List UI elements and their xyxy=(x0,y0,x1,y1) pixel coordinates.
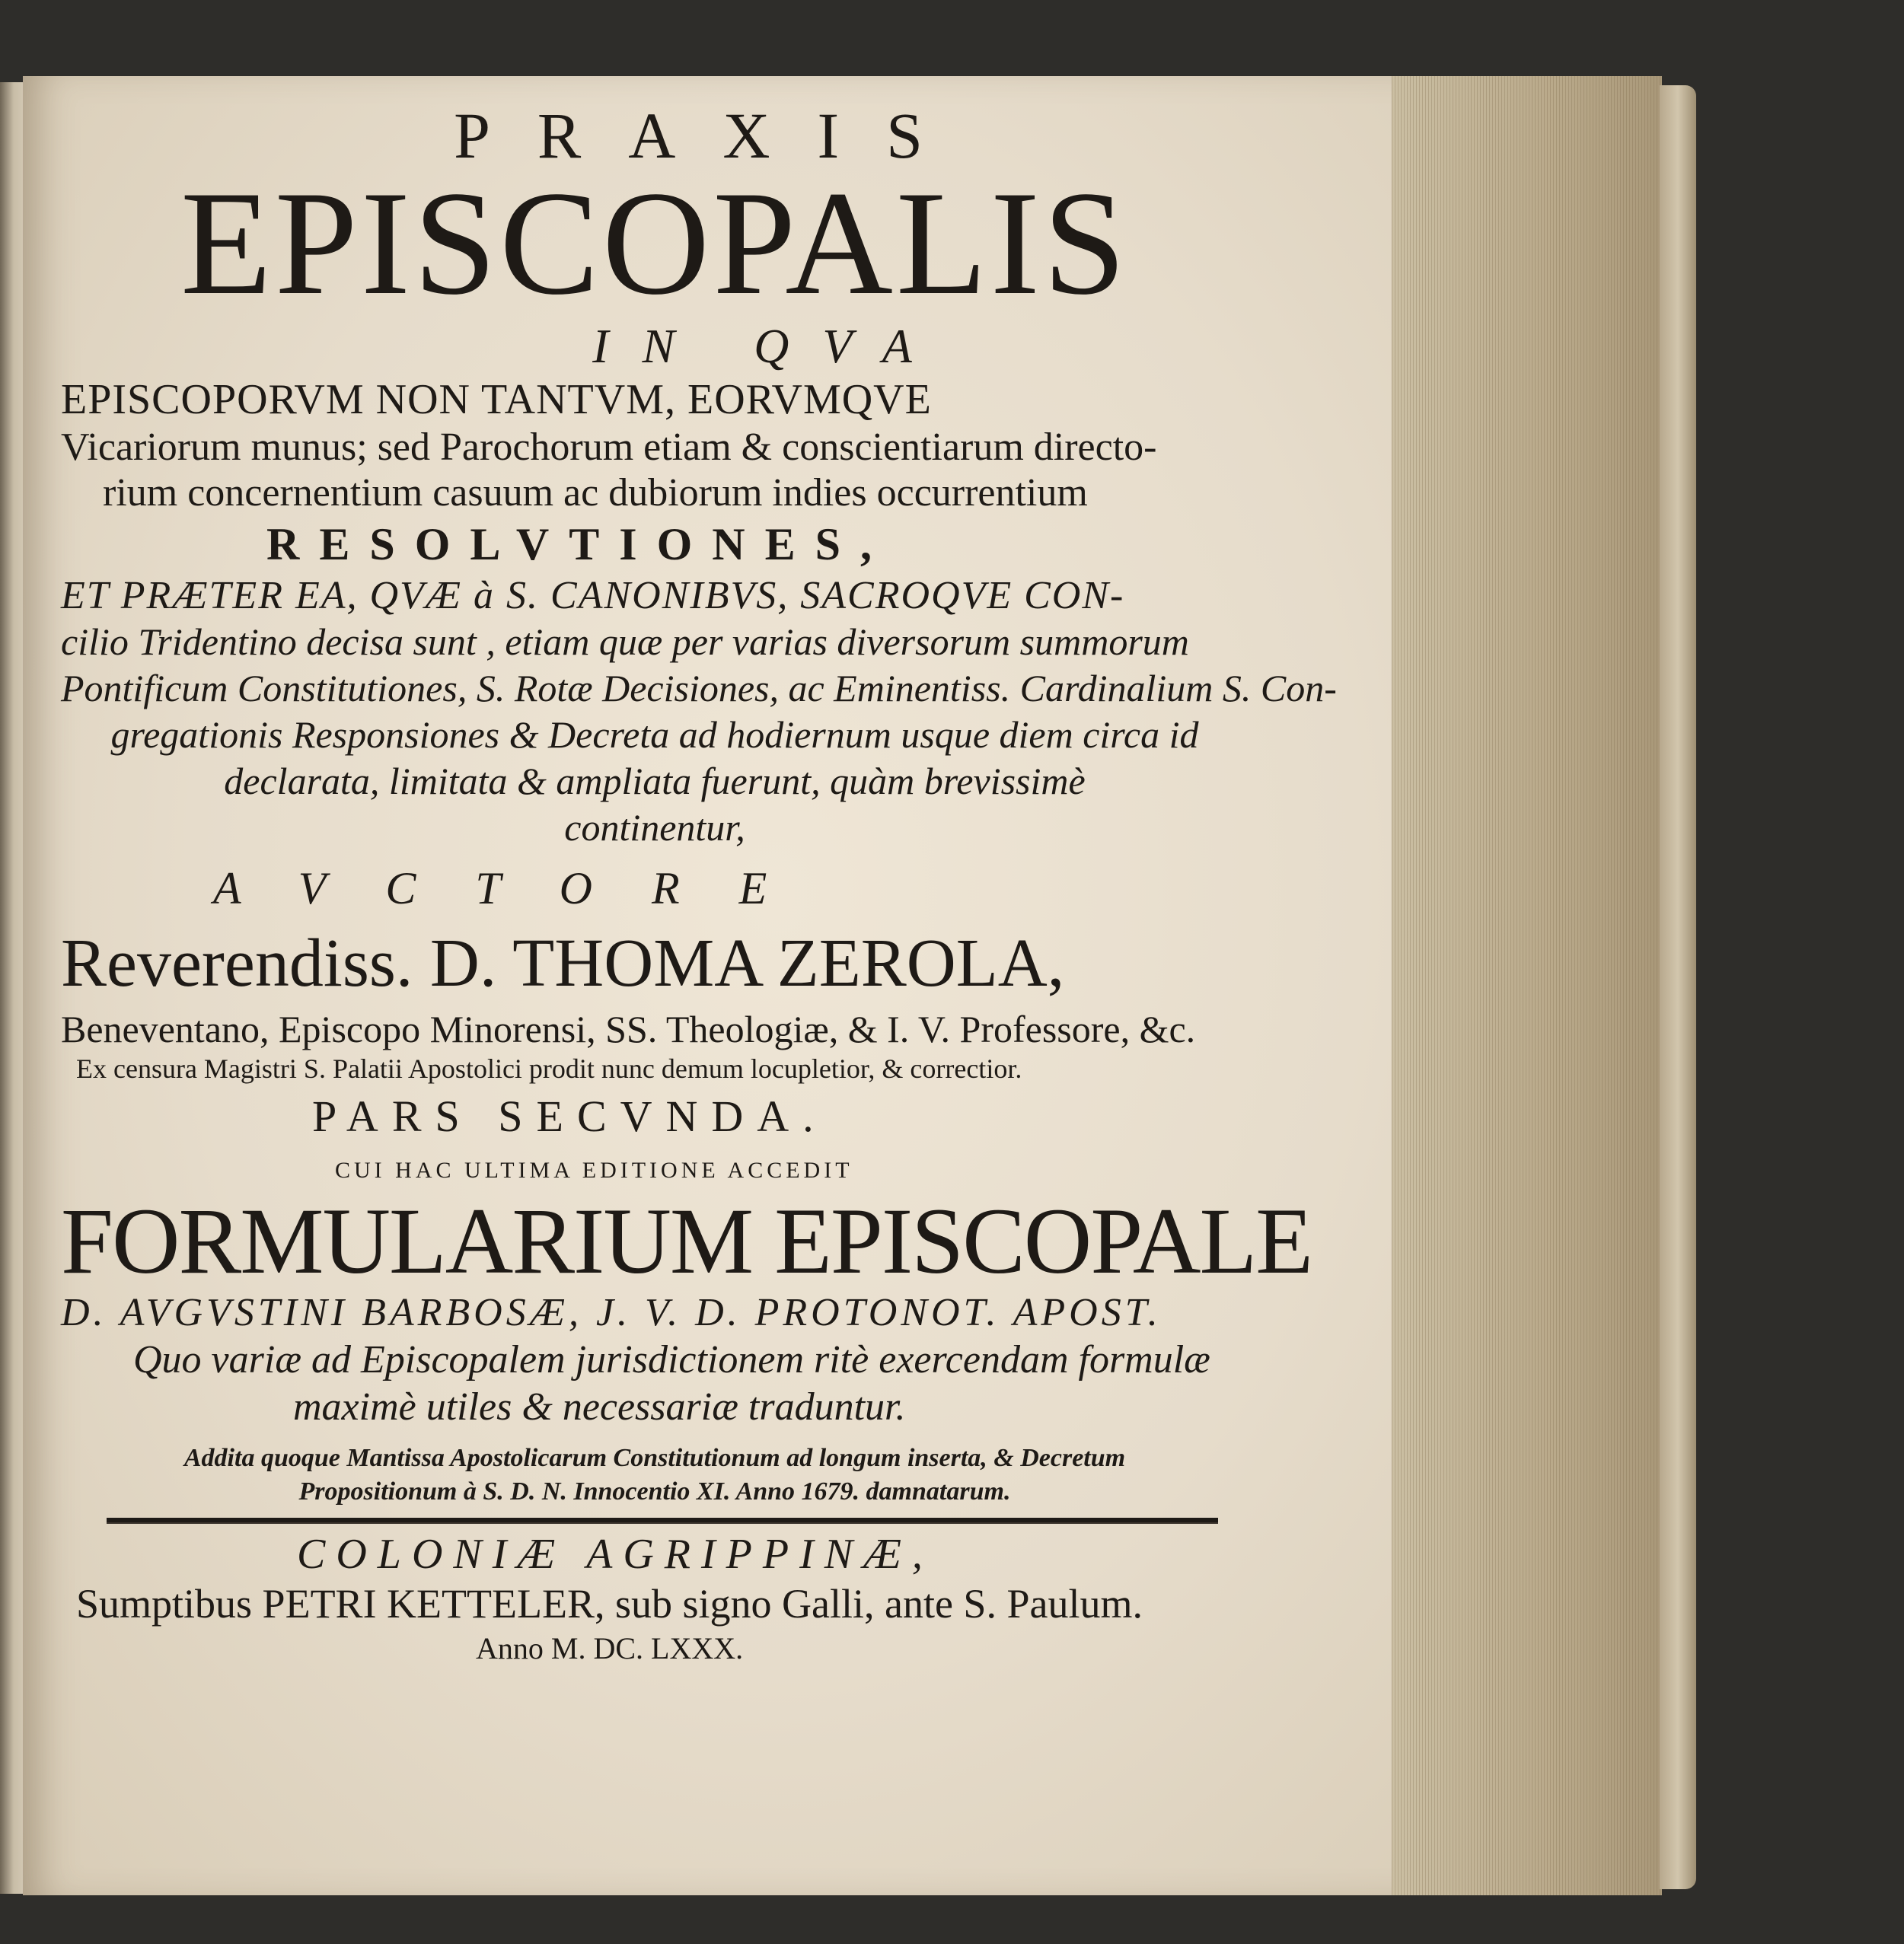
line-cui-accedit: CUI HAC ULTIMA EDITIONE ACCEDIT xyxy=(335,1158,853,1183)
title-episcopalis: EPISCOPALIS xyxy=(180,161,1129,326)
line-declarata: declarata, limitata & ampliata fuerunt, quàm brevissimè xyxy=(224,760,1086,802)
line-pars-secunda: PARS SECVNDA. xyxy=(312,1092,828,1141)
line-quo: Quo variæ ad Episcopalem jurisdictionem ritè exercendam formulæ xyxy=(133,1338,1210,1382)
line-gregationis: gregationis Responsiones & Decreta ad hodiernum usque diem circa id xyxy=(110,713,1199,756)
line-d-augustini: D. AVGVSTINI BARBOSÆ, J. V. D. PROTONOT. APOST. xyxy=(61,1291,1162,1334)
line-resolutiones: RESOLVTIONES, xyxy=(266,519,891,569)
author-titles: Beneventano, Episcopo Minorensi, SS. Theologiæ, & I. V. Professore, &c. xyxy=(61,1008,1196,1050)
title-praxis: PRAXIS xyxy=(454,99,970,172)
line-et-praeter: ET PRÆTER EA, QVÆ à S. CANONIBVS, SACROQVE CON- xyxy=(61,574,1125,617)
line-continentur: continentur, xyxy=(564,806,745,849)
book-cover-edge xyxy=(1660,85,1696,1889)
line-auctore: AVCTORE xyxy=(213,863,827,913)
line-addita-1: Addita quoque Mantissa Apostolicarum Constitutionum ad longum inserta, & Decretum xyxy=(183,1444,1126,1472)
page-fore-edge xyxy=(1392,76,1662,1895)
line-in-qua: IN QVA xyxy=(592,319,946,373)
imprint-place: COLONIÆ AGRIPPINÆ, xyxy=(297,1531,933,1578)
line-vicariorum: Vicariorum munus; sed Parochorum etiam & conscientiarum directo- xyxy=(61,425,1157,469)
line-rium: rium concernentium casuum ac dubiorum indies occurrentium xyxy=(103,471,1088,515)
imprint-year: Anno M. DC. LXXX. xyxy=(476,1631,744,1665)
author-name: Reverendiss. D. THOMA ZEROLA, xyxy=(61,926,1065,1001)
imprint-publisher: Sumptibus PETRI KETTELER, sub signo Galli, ante S. Paulum. xyxy=(76,1581,1143,1627)
title-formularium: FORMULARIUM EPISCOPALE xyxy=(61,1189,1312,1293)
line-cilio: cilio Tridentino decisa sunt , etiam quæ per varias diversorum summorum xyxy=(61,620,1189,663)
line-excensura: Ex censura Magistri S. Palatii Apostolici prodit nunc demum locupletior, & correctior. xyxy=(76,1053,1022,1084)
line-maxime: maximè utiles & necessariæ traduntur. xyxy=(293,1385,906,1429)
line-episcoporum: EPISCOPORVM NON TANTVM, EORVMQVE xyxy=(61,376,932,423)
horizontal-rule xyxy=(107,1518,1218,1524)
title-page-text xyxy=(61,99,1337,1668)
line-addita-2: Propositionum à S. D. N. Innocentio XI. Anno 1679. damnatarum. xyxy=(298,1477,1011,1506)
line-pontificum: Pontificum Constitutiones, S. Rotæ Decisiones, ac Eminentiss. Cardinalium S. Con- xyxy=(61,667,1337,709)
